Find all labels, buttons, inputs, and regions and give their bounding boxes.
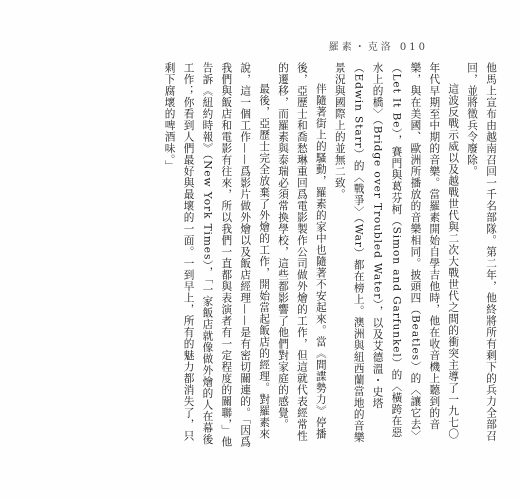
body-text bbox=[160, 62, 500, 448]
running-header bbox=[329, 38, 428, 53]
paragraph: 最後，亞歷士完全放棄了外燴的工作，開始當起飯店的經理。對羅素來說，這一個工作——爲影片做外燴以及飯店經理——是有密切關連的。「因爲我們與飯店和電影有往來，所以我們一直都與表演者有一定程度的關聯，」他告訴《紐約時報》（New York Times），「一家飯店就像做外燴的人在幕後工作；你看到人們最好與最壞的一面。一到早上，所有的魅力都消失了，只剩下腐壞的啤酒味。」 bbox=[163, 62, 271, 448]
paragraph: 伴隨著街上的騷動，羅素的家中也隨著不安起來。當《間諜勢力》停播後，亞歷士和喬愁琳重回爲電影製作公司做外燴的工作，但這就代表經常性的遷移，而羅素與泰瑞必須常換學校，這些都影響了他們對家庭的感覺。 bbox=[277, 62, 327, 442]
page-number: 010 bbox=[399, 42, 428, 53]
paragraph: 他馬上宣布由越南召回一千名部隊。第二年，他終將所有剩下的兵力全部召回，並將徵兵令廢除。 bbox=[466, 62, 497, 442]
running-title: 羅素・克洛 bbox=[328, 42, 394, 53]
paragraph: 這波反戰示威以及越戰世代與二次大戰世代之間的衝突主導了一九七〇年代早期至中期的音樂。當羅素開始自學吉他時，他在收音機上聽到的音樂，與在美國、歐洲所播放的音樂相同。披頭四（Beatles）的〈讓它去〉（Let It Be），賽門與葛芬柯（Simon and Garfunkel）的〈橫跨在惡水上的橋〉（Bridge over Troubled Water），以及艾德溫・史塔（Edwin Starr）的〈戰爭〉（War）都在榜上。澳洲與紐西蘭當地的音樂景況與國際上的並無二致。 bbox=[333, 62, 460, 444]
